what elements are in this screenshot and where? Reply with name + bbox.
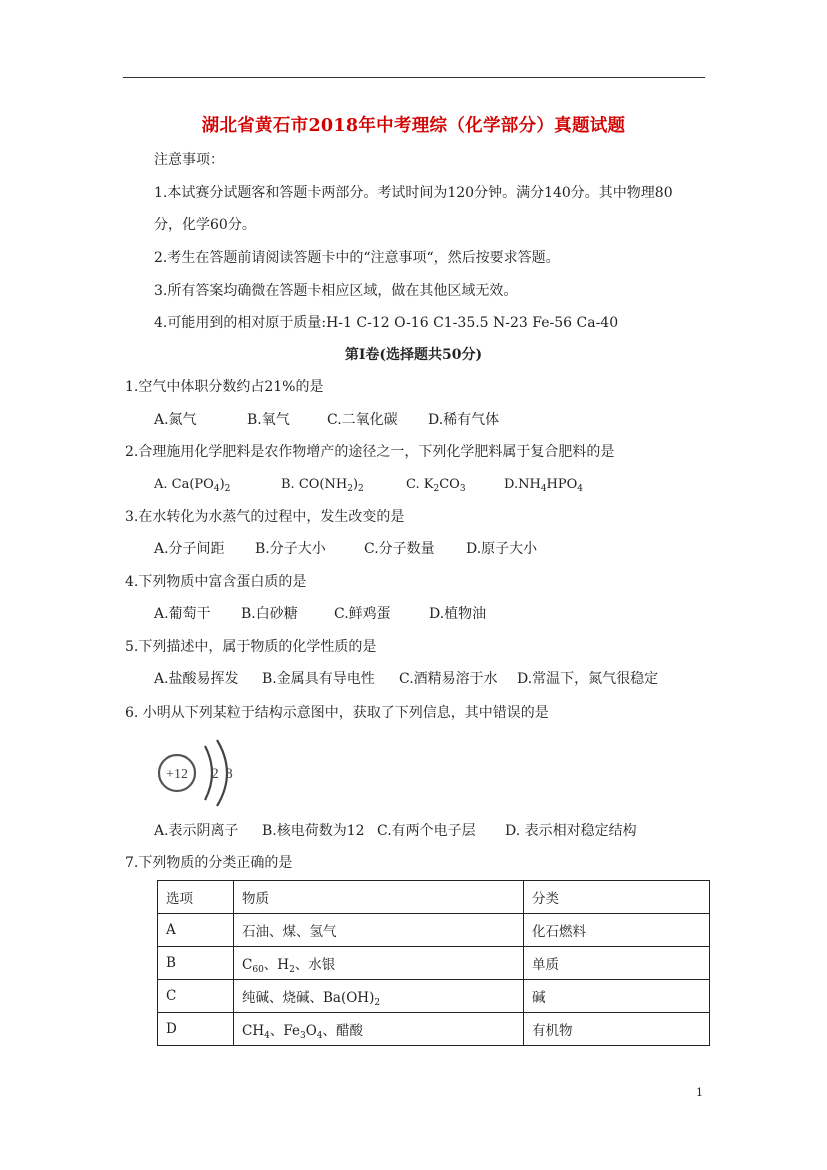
cell-option: C: [158, 980, 234, 1013]
option-c: C.二氧化碳: [327, 412, 398, 428]
notice-item-1-cont: 分，化学60分。: [154, 217, 256, 233]
question-7-stem: 7.下列物质的分类正确的是: [125, 855, 293, 871]
option-d: D.植物油: [429, 606, 487, 622]
shell-1-electrons: 2: [211, 766, 219, 782]
cell-option: A: [158, 914, 234, 947]
option-a: A.盐酸易挥发: [154, 671, 239, 687]
option-d: $D.NH_4HPO_4$: [504, 477, 584, 494]
question-3-stem: 3.在水转化为水蒸气的过程中，发生改变的是: [125, 509, 405, 525]
option-a: A.氮气: [154, 412, 197, 428]
cell-category: 有机物: [524, 1013, 710, 1046]
question-6-stem: 6. 小明从下列某粒于结构示意图中，获取了下列信息，其中错误的是: [125, 705, 549, 721]
table-header-row: [158, 881, 710, 914]
option-c: C.酒精易溶于水: [399, 671, 498, 687]
table-row: [158, 914, 710, 947]
cell-option: D: [158, 1013, 234, 1046]
option-a: A. $Ca(PO_4)_2$: [154, 477, 231, 494]
question-5-options: [154, 669, 658, 689]
question-4-options: [154, 604, 486, 624]
option-d: D.原子大小: [466, 541, 538, 557]
cell-substance: $C_{60}$、$H_2$、水银: [234, 947, 524, 980]
option-d: D.常温下，氮气很稳定: [517, 671, 659, 687]
option-a: A.分子间距: [154, 541, 225, 557]
option-c: C. $K_2CO_3$: [406, 477, 466, 494]
option-c: C.鲜鸡蛋: [334, 606, 391, 622]
table-row: [158, 1013, 710, 1046]
cell-substance: 石油、煤、氢气: [234, 914, 524, 947]
notice-item-1: 1.本试赛分试题客和答题卡两部分。考试时间为120分钟。满分140分。其中物理80: [154, 185, 673, 201]
option-d: D.稀有气体: [428, 412, 500, 428]
cell-category: 单质: [524, 947, 710, 980]
table-row: [158, 947, 710, 980]
cell-option: B: [158, 947, 234, 980]
question-2-stem: 2.合理施用化学肥料是农作物增产的途径之一，下列化学肥料属于复合肥料的是: [125, 444, 615, 460]
question-5-stem: 5.下列描述中，属于物质的化学性质的是: [125, 639, 377, 655]
option-a: A.葡萄干: [154, 606, 211, 622]
section-heading: 第I卷(选择题共50分): [344, 347, 483, 363]
option-b: B. $CO(NH_2)_2$: [281, 477, 364, 494]
question-4-stem: 4.下列物质中富含蛋白质的是: [125, 574, 307, 590]
nucleus-charge: +12: [166, 767, 188, 782]
option-b: B.核电荷数为12: [262, 823, 365, 839]
question-2-options: [154, 475, 583, 495]
paper-title: 湖北省黄石市2018年中考理综（化学部分）真题试题: [201, 116, 626, 136]
option-a: A.表示阴离子: [154, 823, 239, 839]
page-number: 1: [696, 1086, 703, 1099]
notice-item-4: 4.可能用到的相对原于质量:H-1 C-12 O-16 C1-35.5 N-23 Fe-56 Ca-40: [154, 315, 619, 331]
option-b: B.白砂糖: [241, 606, 298, 622]
cell-substance: $CH_4$、$Fe_3O_4$、醋酸: [234, 1013, 524, 1046]
option-c: C.分子数量: [364, 541, 435, 557]
header-substance: 物质: [234, 881, 524, 914]
table-row: [158, 980, 710, 1013]
option-b: B.金属具有导电性: [262, 671, 375, 687]
notice-item-3: 3.所有答案均确微在答题卡相应区域，做在其他区域无效。: [154, 283, 518, 299]
option-d: D. 表示相对稳定结构: [505, 823, 637, 839]
notice-heading: 注意事项：: [154, 152, 224, 168]
header-rule: [123, 77, 705, 78]
question-6-options: [154, 821, 637, 841]
classification-table: [157, 880, 710, 1046]
option-b: B.氧气: [247, 412, 290, 428]
question-1-options: [154, 410, 499, 430]
header-option: 选项: [158, 881, 234, 914]
cell-category: 化石燃料: [524, 914, 710, 947]
option-b: B.分子大小: [255, 541, 326, 557]
option-c: C.有两个电子层: [377, 823, 476, 839]
question-3-options: [154, 539, 537, 559]
shell-2-electrons: 8: [225, 766, 233, 782]
atom-structure-diagram: [155, 738, 245, 808]
header-category: 分类: [524, 881, 710, 914]
cell-category: 碱: [524, 980, 710, 1013]
notice-item-2: 2.考生在答题前请阅读答题卡中的“注意事项“，然后按要求答题。: [154, 250, 560, 266]
question-1-stem: 1.空气中体职分数约占21%的是: [125, 379, 324, 395]
cell-substance: 纯碱、烧碱、$Ba(OH)_2$: [234, 980, 524, 1013]
